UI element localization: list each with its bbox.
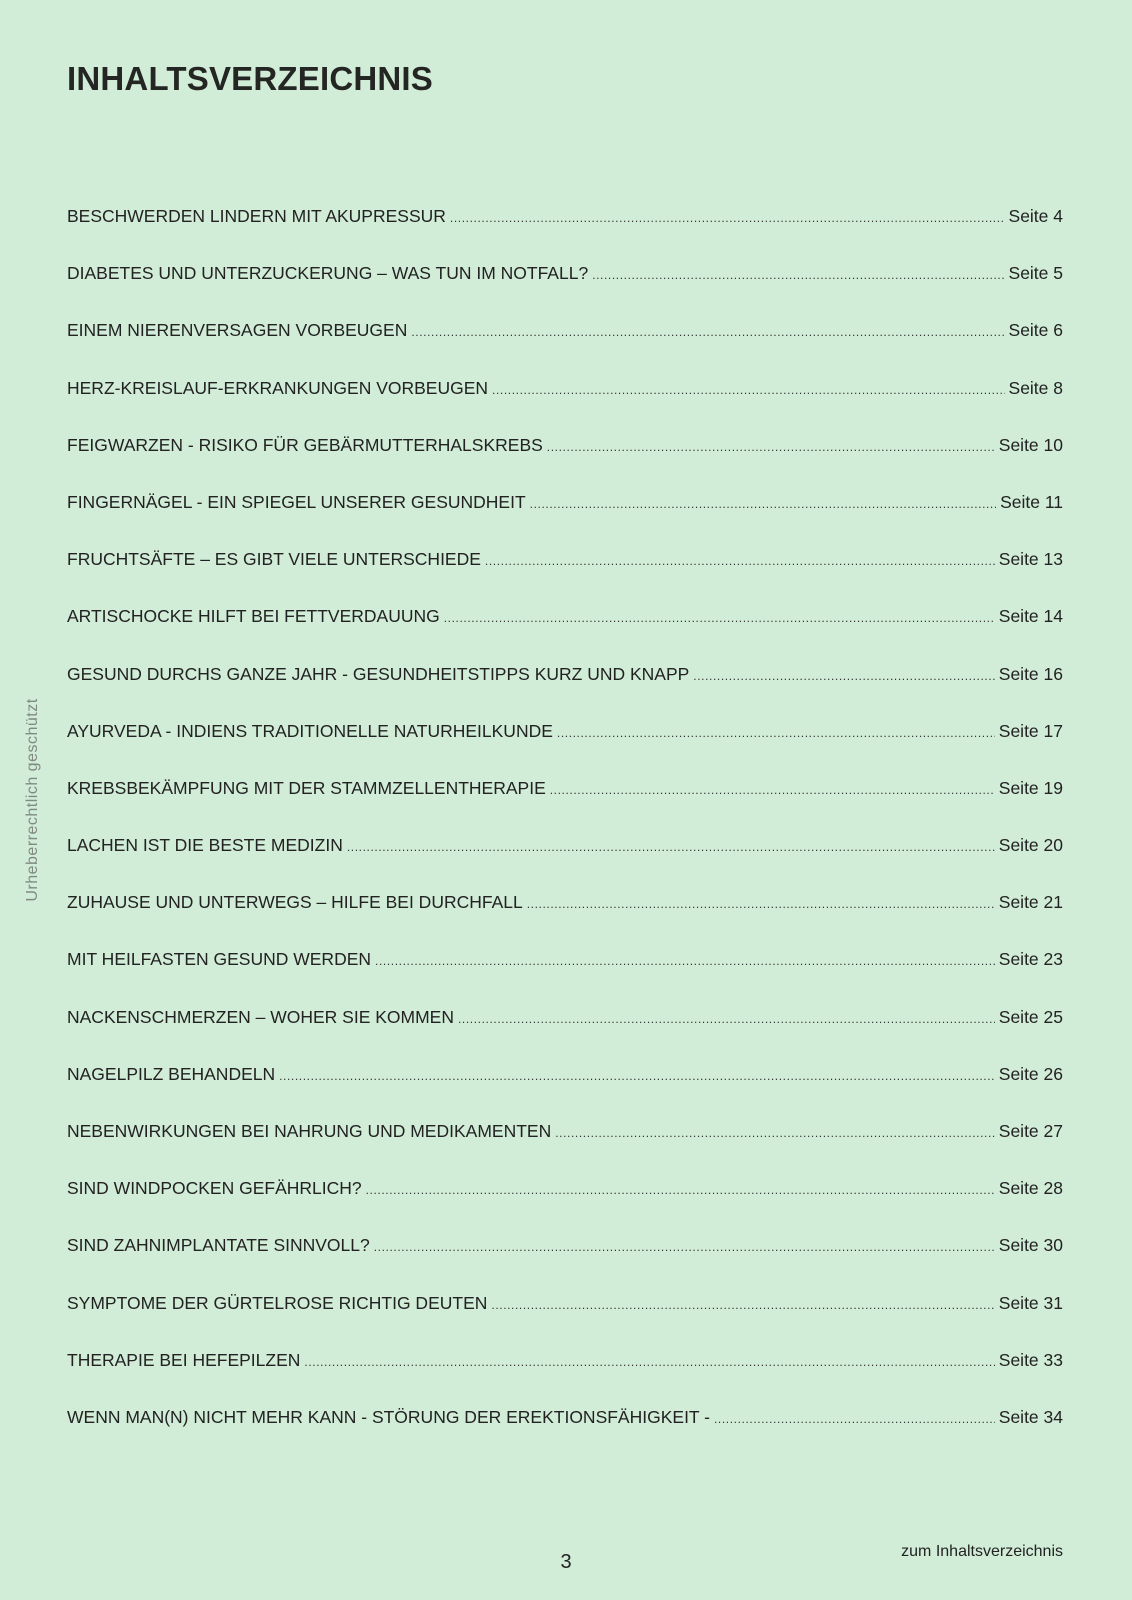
toc-entry-title: GESUND DURCHS GANZE JAHR - GESUNDHEITSTIPPS KURZ UND KNAPP: [67, 663, 690, 684]
toc-entry-title: BESCHWERDEN LINDERN MIT AKUPRESSUR: [67, 206, 446, 226]
toc-entry-page: Seite 14: [998, 606, 1063, 627]
toc-entry-title: SIND WINDPOCKEN GEFÄHRLICH?: [67, 1178, 362, 1199]
toc-entry-page: Seite 27: [998, 1121, 1063, 1141]
toc-entry[interactable]: [67, 435, 1063, 492]
toc-dot-leader: [485, 554, 995, 568]
toc-dot-leader: [444, 611, 995, 625]
toc-entry-page: Seite 10: [998, 434, 1063, 455]
toc-entry[interactable]: [67, 892, 1063, 949]
toc-dot-leader: [366, 1183, 995, 1197]
table-of-contents: [67, 206, 1063, 1464]
toc-entry-title: KREBSBEKÄMPFUNG MIT DER STAMMZELLENTHERAPIE: [67, 777, 546, 798]
toc-entry-page: Seite 6: [1008, 320, 1063, 341]
toc-dot-leader: [557, 726, 995, 740]
toc-dot-leader: [375, 954, 995, 968]
toc-entry-title: EINEM NIERENVERSAGEN VORBEUGEN: [67, 320, 408, 341]
toc-entry-page: Seite 20: [998, 835, 1063, 856]
toc-entry-title: FINGERNÄGEL - EIN SPIEGEL UNSERER GESUNDHEIT: [67, 491, 526, 512]
toc-entry-page: Seite 16: [998, 663, 1063, 684]
toc-dot-leader: [693, 669, 994, 683]
toc-entry[interactable]: [67, 549, 1063, 606]
toc-entry-title: DIABETES UND UNTERZUCKERUNG – WAS TUN IM NOTFALL?: [67, 263, 589, 284]
toc-entry-title: THERAPIE BEI HEFEPILZEN: [67, 1349, 301, 1370]
toc-entry[interactable]: [67, 949, 1063, 1006]
toc-entry-page: Seite 26: [998, 1063, 1063, 1084]
toc-entry[interactable]: [67, 664, 1063, 721]
toc-entry-title: NAGELPILZ BEHANDELN: [67, 1063, 276, 1084]
toc-entry-title: LACHEN IST DIE BESTE MEDIZIN: [67, 835, 343, 856]
toc-entry-page: Seite 23: [998, 949, 1063, 970]
toc-dot-leader: [458, 1012, 995, 1026]
toc-entry-title: WENN MAN(N) NICHT MEHR KANN - STÖRUNG DER EREKTIONSFÄHIGKEIT -: [67, 1406, 710, 1427]
copyright-note: Urheberrechtlich geschützt: [24, 698, 41, 902]
toc-entry-title: ZUHAUSE UND UNTERWEGS – HILFE BEI DURCHFALL: [67, 892, 523, 913]
toc-entry-title: MIT HEILFASTEN GESUND WERDEN: [67, 949, 372, 970]
toc-entry[interactable]: [67, 606, 1063, 663]
toc-dot-leader: [304, 1355, 994, 1369]
toc-entry-title: SYMPTOME DER GÜRTELROSE RICHTIG DEUTEN: [67, 1292, 488, 1313]
toc-entry[interactable]: [67, 320, 1063, 377]
toc-entry-page: Seite 30: [998, 1235, 1063, 1256]
toc-dot-leader: [492, 383, 1004, 397]
toc-entry-page: Seite 25: [998, 1006, 1063, 1027]
toc-entry-page: Seite 34: [998, 1406, 1063, 1427]
toc-dot-leader: [547, 440, 995, 454]
back-to-toc-link[interactable]: zum Inhaltsverzeichnis: [901, 1543, 1063, 1560]
toc-entry-page: Seite 19: [998, 777, 1063, 798]
toc-dot-leader: [555, 1126, 995, 1140]
toc-entry[interactable]: [67, 1235, 1063, 1292]
toc-entry[interactable]: [67, 263, 1063, 320]
toc-dot-leader: [279, 1069, 995, 1083]
toc-entry-title: SIND ZAHNIMPLANTATE SINNVOLL?: [67, 1235, 370, 1256]
toc-dot-leader: [592, 268, 1004, 282]
toc-dot-leader: [491, 1298, 994, 1312]
toc-dot-leader: [530, 497, 996, 511]
toc-dot-leader: [550, 783, 995, 797]
toc-entry-page: Seite 5: [1008, 263, 1063, 284]
toc-entry-title: NACKENSCHMERZEN – WOHER SIE KOMMEN: [67, 1006, 454, 1027]
toc-entry-page: Seite 17: [998, 720, 1063, 741]
toc-entry[interactable]: [67, 778, 1063, 835]
toc-entry-page: Seite 28: [998, 1178, 1063, 1199]
toc-entry[interactable]: [67, 378, 1063, 435]
toc-entry[interactable]: [67, 835, 1063, 892]
toc-entry-page: Seite 21: [998, 892, 1063, 913]
toc-entry-page: Seite 31: [998, 1292, 1063, 1313]
toc-entry-page: Seite 4: [1008, 206, 1063, 226]
toc-entry[interactable]: [67, 1178, 1063, 1235]
toc-entry-title: ARTISCHOCKE HILFT BEI FETTVERDAUUNG: [67, 606, 440, 627]
toc-entry[interactable]: [67, 1064, 1063, 1121]
toc-dot-leader: [714, 1412, 995, 1426]
toc-entry-page: Seite 13: [998, 549, 1063, 570]
page-title: INHALTSVERZEICHNIS: [67, 60, 434, 97]
toc-entry[interactable]: [67, 206, 1063, 263]
toc-entry[interactable]: [67, 1293, 1063, 1350]
toc-entry[interactable]: [67, 1407, 1063, 1464]
toc-dot-leader: [411, 325, 1004, 339]
toc-entry-title: AYURVEDA - INDIENS TRADITIONELLE NATURHEILKUNDE: [67, 720, 553, 741]
toc-dot-leader: [450, 211, 1005, 225]
toc-entry[interactable]: [67, 492, 1063, 549]
toc-entry[interactable]: [67, 1350, 1063, 1407]
toc-entry-title: NEBENWIRKUNGEN BEI NAHRUNG UND MEDIKAMENTEN: [67, 1121, 552, 1141]
toc-dot-leader: [527, 897, 995, 911]
toc-entry-page: Seite 33: [998, 1349, 1063, 1370]
toc-entry[interactable]: [67, 1007, 1063, 1064]
toc-entry-title: HERZ-KREISLAUF-ERKRANKUNGEN VORBEUGEN: [67, 377, 489, 398]
page-number: 3: [560, 1551, 572, 1573]
toc-dot-leader: [374, 1240, 995, 1254]
toc-entry-page: Seite 11: [1000, 491, 1063, 512]
toc-dot-leader: [347, 840, 995, 854]
toc-entry-title: FEIGWARZEN - RISIKO FÜR GEBÄRMUTTERHALSKREBS: [67, 434, 543, 455]
toc-entry[interactable]: [67, 721, 1063, 778]
toc-entry-title: FRUCHTSÄFTE – ES GIBT VIELE UNTERSCHIEDE: [67, 549, 481, 570]
toc-entry[interactable]: [67, 1121, 1063, 1178]
toc-entry-page: Seite 8: [1008, 377, 1063, 398]
